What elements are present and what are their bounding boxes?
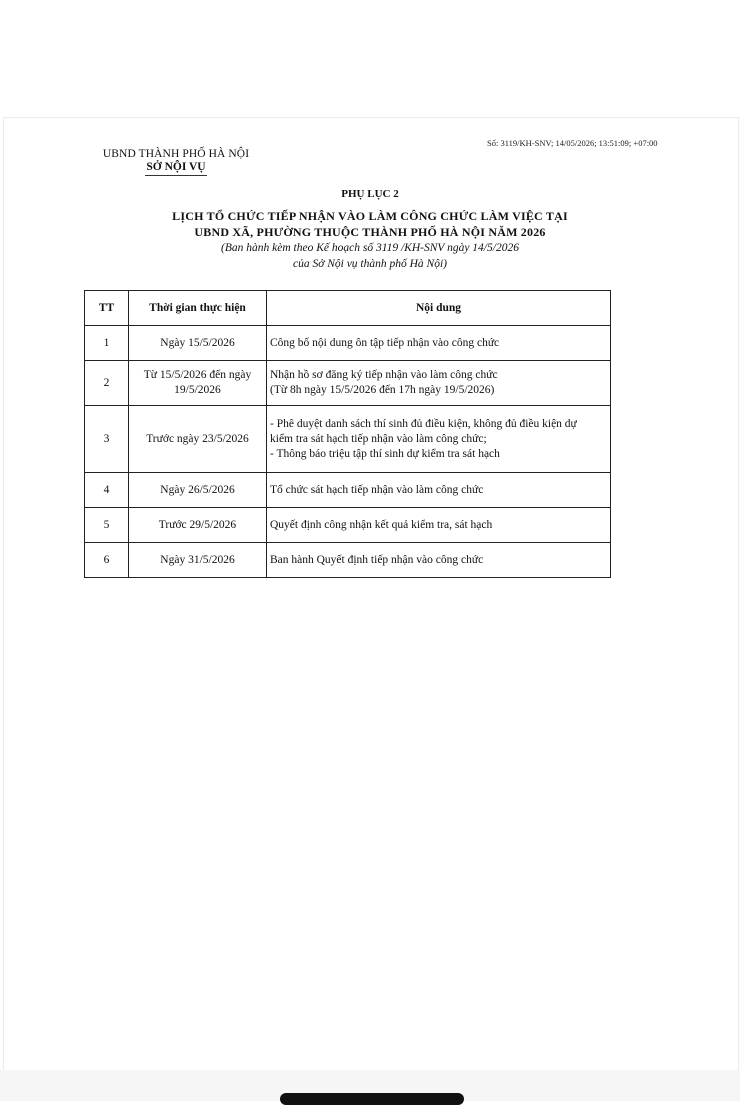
cell-tt: 3 — [85, 406, 129, 473]
document-title-line-2: UBND XÃ, PHƯỜNG THUỘC THÀNH PHỐ HÀ NỘI NĂM 2026 — [194, 225, 546, 239]
cell-time-line: Ngày 26/5/2026 — [160, 483, 235, 496]
header-tt: TT — [85, 291, 129, 326]
organization-name: SỞ NỘI VỤ — [146, 161, 206, 173]
cell-time — [129, 406, 267, 473]
cell-content-line: Công bố nội dung ôn tập tiếp nhận vào công chức — [270, 336, 500, 349]
cell-content-line: Quyết định công nhận kết quả kiểm tra, sát hạch — [270, 518, 493, 531]
digital-signature-stamp: Số: 3119/KH-SNV; 14/05/2026; 13:51:09; +07:00 — [487, 138, 658, 148]
organization-underline — [145, 175, 207, 176]
cell-time — [129, 361, 267, 406]
document-title-line-1: LỊCH TỔ CHỨC TIẾP NHẬN VÀO LÀM CÔNG CHỨC LÀM VIỆC TẠI — [172, 209, 568, 223]
cell-time-line: Ngày 15/5/2026 — [160, 336, 235, 349]
cell-content-line: - Phê duyệt danh sách thí sinh đủ điều kiện, không đủ điều kiện dự — [270, 417, 577, 430]
cell-tt: 5 — [85, 508, 129, 543]
top-blank-area — [0, 0, 740, 118]
cell-tt: 4 — [85, 473, 129, 508]
cell-time — [129, 543, 267, 578]
cell-time — [129, 326, 267, 361]
cell-content — [267, 326, 611, 361]
document-subtitle-line-2: của Sở Nội vụ thành phố Hà Nội) — [292, 258, 448, 270]
cell-time — [129, 508, 267, 543]
cell-tt: 2 — [85, 361, 129, 406]
cell-content — [267, 361, 611, 406]
appendix-label: PHỤ LỤC 2 — [341, 188, 399, 200]
home-indicator[interactable] — [280, 1093, 464, 1105]
cell-content-line: (Từ 8h ngày 15/5/2026 đến 17h ngày 19/5/2026) — [270, 384, 495, 396]
table-row — [85, 473, 611, 508]
cell-content-line: Tổ chức sát hạch tiếp nhận vào làm công chức — [270, 483, 484, 496]
cell-time-line: 19/5/2026 — [174, 384, 221, 396]
table-row — [85, 406, 611, 473]
table-row — [85, 543, 611, 578]
cell-content — [267, 406, 611, 473]
cell-content-line: Nhận hồ sơ đăng ký tiếp nhận vào làm công chức — [270, 369, 498, 381]
cell-content-line: kiểm tra sát hạch tiếp nhận vào làm công chức; — [270, 432, 487, 445]
cell-tt: 1 — [85, 326, 129, 361]
table-row — [85, 508, 611, 543]
schedule-table — [84, 290, 611, 578]
cell-time-line: Trước 29/5/2026 — [158, 518, 237, 531]
cell-tt: 6 — [85, 543, 129, 578]
cell-content — [267, 543, 611, 578]
cell-content-line: - Thông báo triệu tập thí sinh dự kiểm tra sát hạch — [270, 447, 500, 460]
cell-content — [267, 508, 611, 543]
cell-time-line: Từ 15/5/2026 đến ngày — [143, 369, 252, 381]
cell-time-line: Ngày 31/5/2026 — [160, 553, 235, 566]
cell-content-line: Ban hành Quyết định tiếp nhận vào công chức — [270, 553, 484, 566]
table-header-row — [85, 291, 611, 326]
cell-content — [267, 473, 611, 508]
cell-time — [129, 473, 267, 508]
header-time: Thời gian thực hiện — [129, 291, 267, 326]
issuing-organization — [100, 148, 252, 176]
table-row — [85, 361, 611, 406]
document-subtitle-line-1: (Ban hành kèm theo Kế hoạch số 3119 /KH-SNV ngày 14/5/2026 — [221, 242, 519, 254]
cell-time-line: Trước ngày 23/5/2026 — [146, 432, 249, 445]
header-content: Nội dung — [267, 291, 611, 326]
table-row — [85, 326, 611, 361]
organization-parent: UBND THÀNH PHỐ HÀ NỘI — [102, 148, 250, 160]
